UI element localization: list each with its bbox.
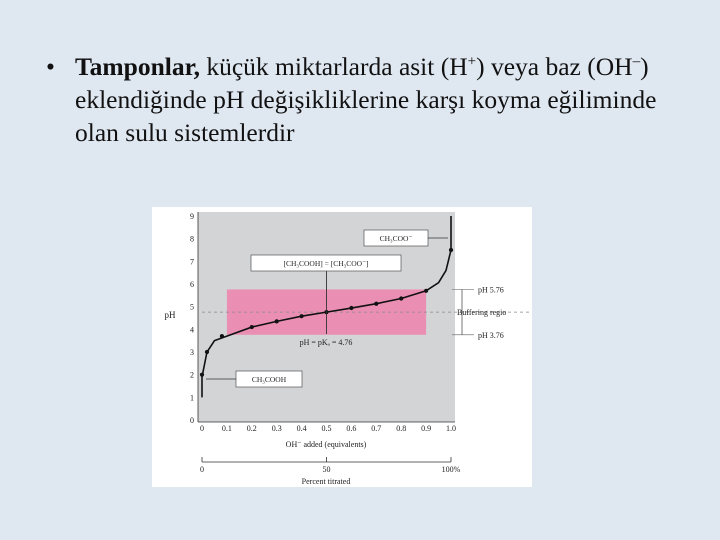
data-point <box>220 334 224 338</box>
data-point <box>250 325 254 329</box>
ph-low-label: pH 3.76 <box>478 330 504 340</box>
percent-tick-label: 0 <box>200 465 204 474</box>
data-point <box>424 289 428 293</box>
x-tick-label: 0.5 <box>321 424 332 433</box>
data-point <box>349 306 353 310</box>
slide-text <box>48 50 698 149</box>
y-tick-label: 7 <box>190 257 194 267</box>
data-point <box>275 319 279 323</box>
ch3coo-label: CH₃COO⁻ <box>379 234 413 243</box>
ch3cooh-label: CH₃COOH <box>251 375 287 384</box>
data-point <box>300 314 304 318</box>
x-tick-label: 0.4 <box>296 424 307 433</box>
titration-chart <box>152 207 532 487</box>
y-tick-label: 6 <box>190 280 194 289</box>
y-tick-label: 9 <box>190 212 194 221</box>
plus-superscript: + <box>467 53 477 70</box>
text-part-3: ) eklendiğinde pH değişikliklerine karşı koyma eğiliminde olan sulu sistemlerdir <box>75 52 657 147</box>
percent-axis-label: Percent titrated <box>301 477 351 486</box>
x-tick-label: 0.7 <box>371 424 382 433</box>
x-tick-label: 0.1 <box>221 424 232 433</box>
minus-superscript: – <box>632 53 641 70</box>
x-tick-label: 0.9 <box>421 424 432 433</box>
data-point <box>449 248 453 252</box>
y-tick-label: 8 <box>190 234 194 244</box>
y-tick-label: 3 <box>190 348 194 357</box>
x-tick-label: 0.6 <box>346 424 357 433</box>
definition-paragraph <box>75 50 698 149</box>
y-axis-label: pH <box>164 310 176 320</box>
y-tick-label: 2 <box>190 370 194 380</box>
percent-tick-label: 50 <box>322 465 331 474</box>
x-axis-label: OH⁻ added (equivalents) <box>285 440 367 449</box>
pka-label: pH = pKₐ = 4.76 <box>299 338 353 347</box>
data-point <box>399 296 403 300</box>
y-tick-label: 0 <box>190 416 194 425</box>
titration-figure <box>152 207 532 487</box>
ph-high-label: pH 5.76 <box>478 285 504 295</box>
text-part-2: ) veya baz (OH <box>476 52 633 81</box>
buffering-label: Buffering regio <box>457 308 507 318</box>
x-tick-label: 1.0 <box>446 424 456 433</box>
bullet-marker: • <box>46 52 55 81</box>
percent-tick-label: 100% <box>441 465 461 474</box>
x-tick-label: 0 <box>200 424 204 433</box>
x-tick-label: 0.8 <box>396 424 407 433</box>
x-tick-label: 0.3 <box>271 424 282 433</box>
x-tick-label: 0.2 <box>246 424 257 433</box>
data-point <box>200 373 204 377</box>
data-point <box>205 350 209 354</box>
equal-label: [CH₃COOH] = [CH₃COO⁻] <box>283 259 369 268</box>
y-tick-label: 5 <box>190 302 194 312</box>
text-part-1: küçük miktarlarda asit (H <box>199 52 468 81</box>
data-point <box>374 302 378 306</box>
y-tick-label: 1 <box>190 393 194 403</box>
y-tick-label: 4 <box>190 325 194 335</box>
term-bold: Tamponlar, <box>75 52 200 81</box>
